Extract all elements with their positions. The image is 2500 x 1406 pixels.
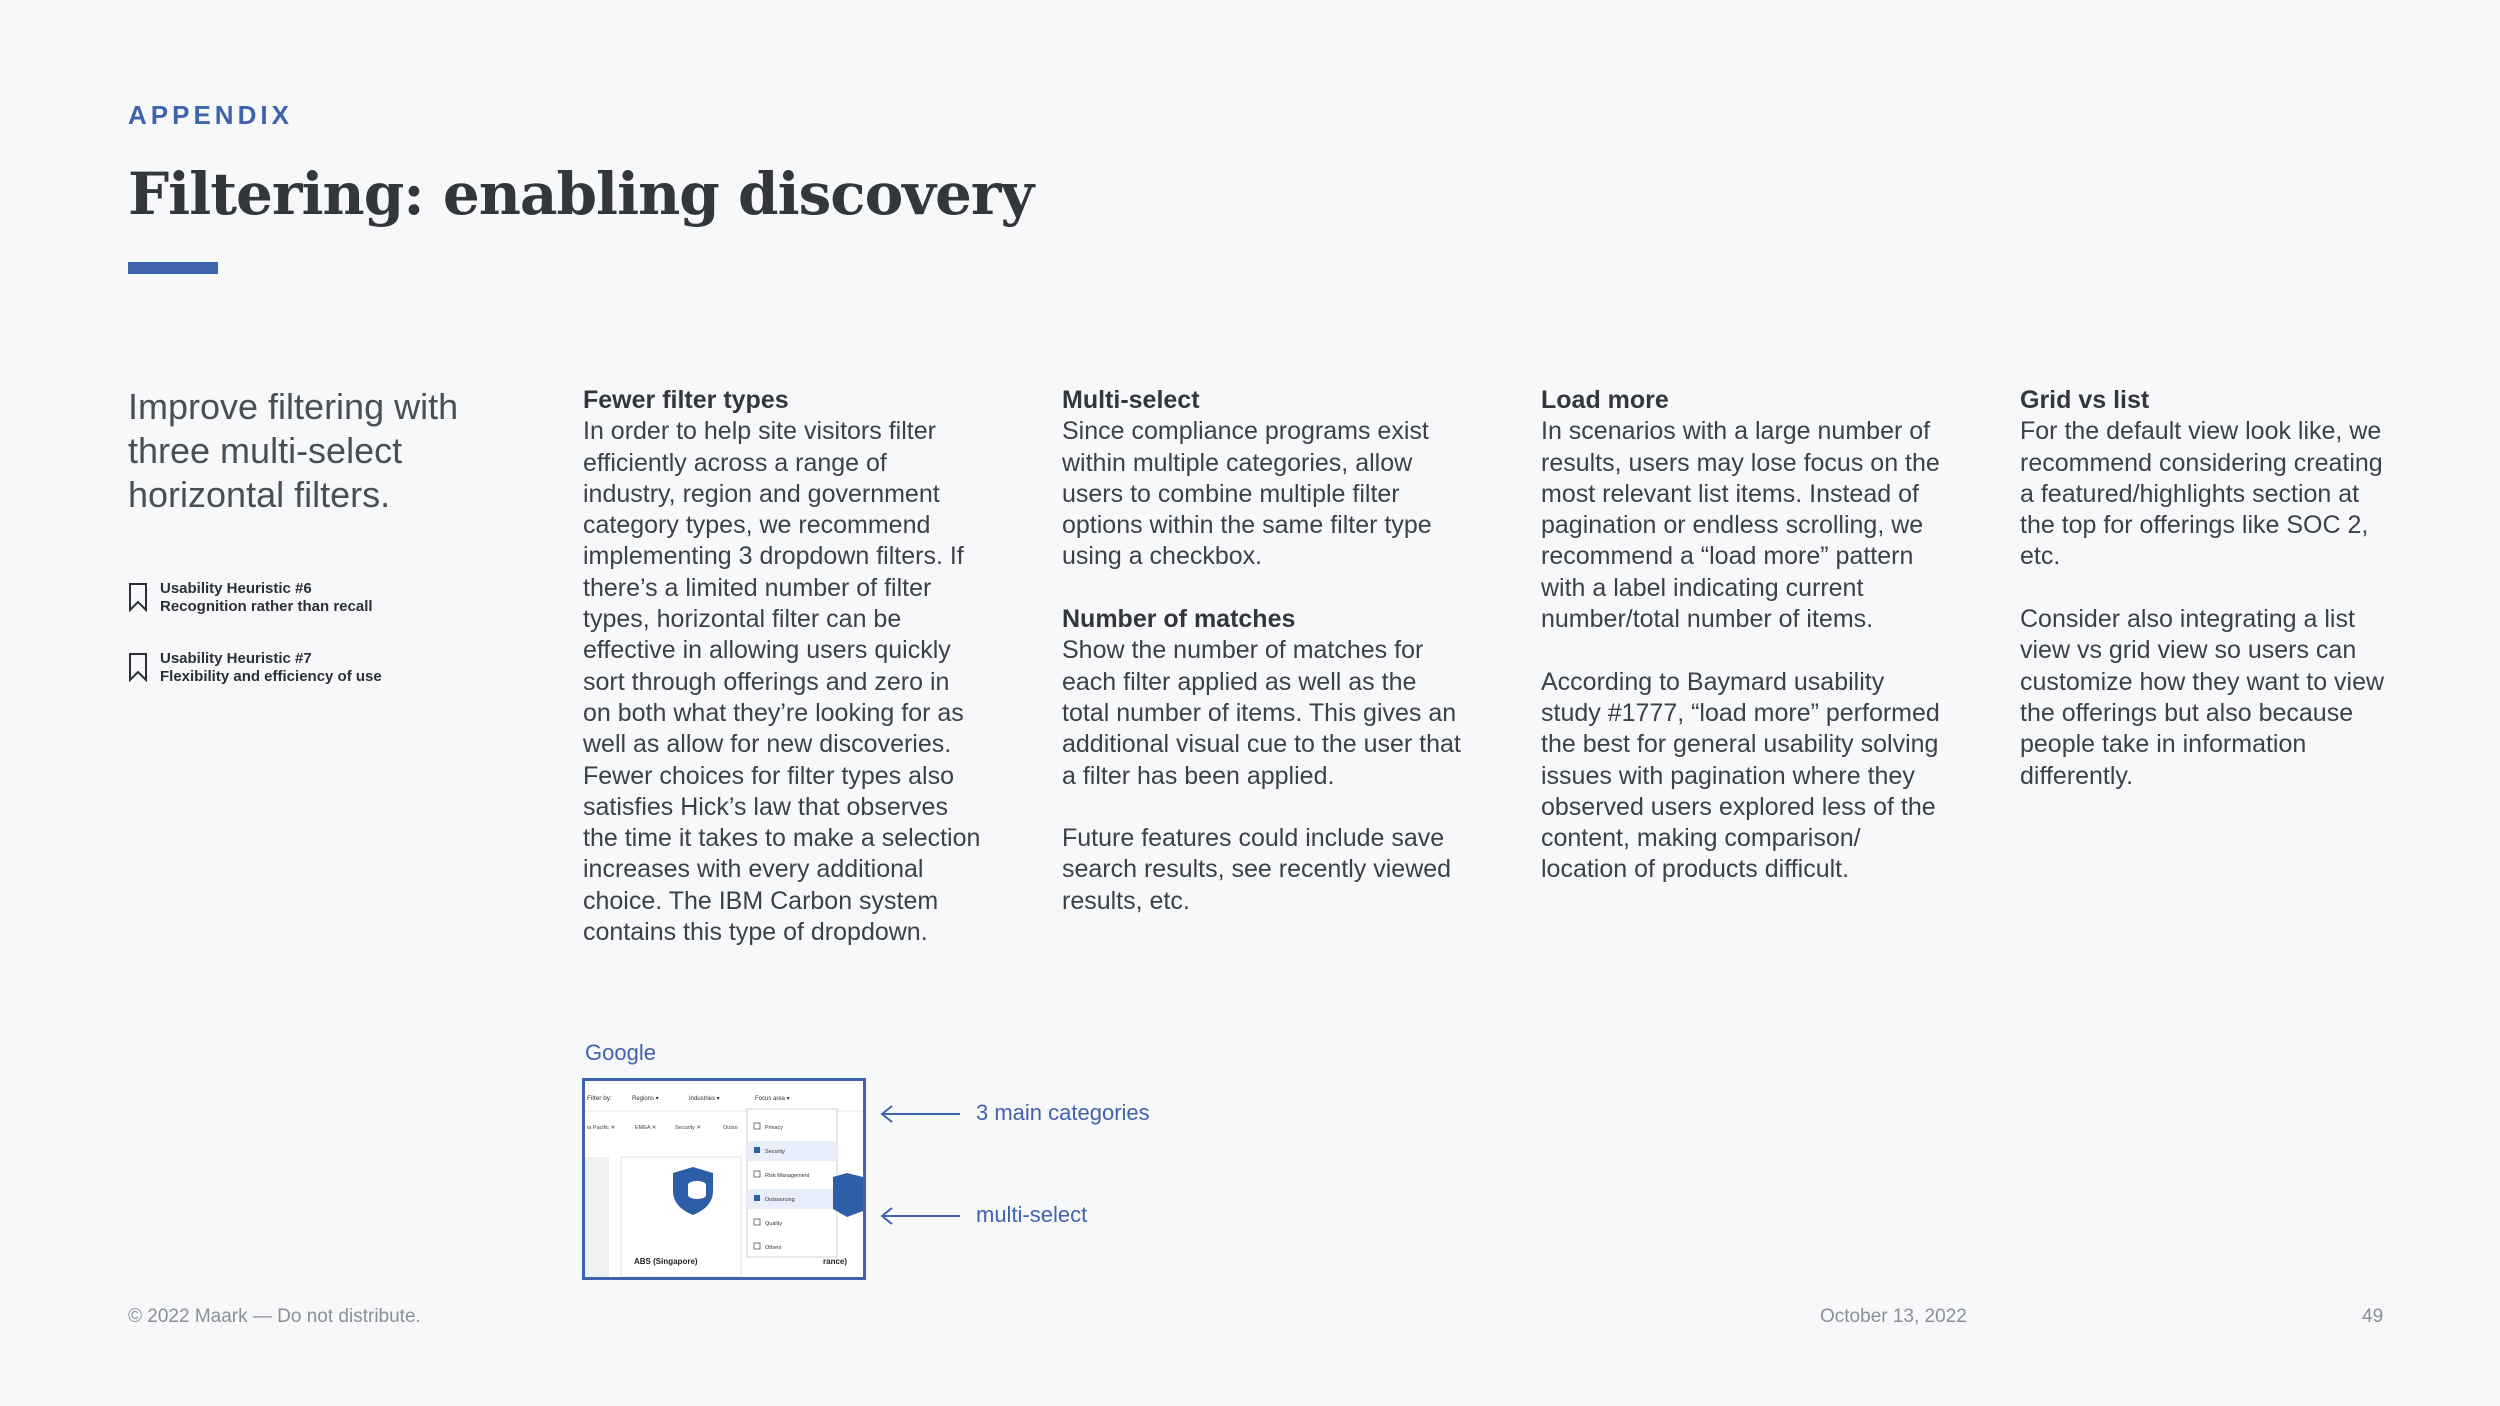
industries-dropdown: Industries ▾ bbox=[689, 1096, 720, 1102]
heuristic-description: Recognition rather than recall bbox=[160, 598, 373, 615]
checkbox bbox=[754, 1243, 760, 1249]
column-fewer-filter-types bbox=[583, 385, 983, 948]
checkbox-checked bbox=[754, 1195, 760, 1201]
footer-copyright: © 2022 Maark — Do not distribute. bbox=[128, 1306, 421, 1327]
focus-area-dropdown: Focus area ▾ bbox=[755, 1096, 790, 1102]
heuristic-6 bbox=[128, 580, 373, 616]
column-body: For the default view look like, we recommend considering creating a featured/highlights section at the top for offerings like SOC 2, etc. bbox=[2020, 417, 2383, 571]
column-body: In order to help site visitors filter efficiently across a range of industry, region and government category types, we recommend implementing 3 dropdown filters. If there’s a limited number of filter types, horizontal filter can be effective in allowing users quickly sort through offerings and zero in on both what they’re looking for as well as allow for new discoveries. Fewer choices for filter types also satisfies Hick’s law that observes the time it takes to make a selection increases with every additional choice. The IBM Carbon system contains this type of dropdown. bbox=[583, 417, 981, 947]
option-label: Security bbox=[765, 1149, 785, 1155]
shield-icon bbox=[833, 1173, 863, 1217]
option-label: Risk Management bbox=[765, 1173, 810, 1179]
arrow-left-icon bbox=[878, 1206, 962, 1226]
bookmark-icon bbox=[128, 582, 148, 612]
option-label: Others bbox=[765, 1245, 782, 1251]
page-number: 49 bbox=[2362, 1306, 2384, 1327]
column-load-more bbox=[1541, 385, 1941, 886]
heuristic-title: Usability Heuristic #6 bbox=[160, 580, 312, 597]
heuristic-title: Usability Heuristic #7 bbox=[160, 650, 312, 667]
column-body: Show the number of matches for each filter applied as well as the total number of items. This gives an additional visual cue to the user that a filter has been applied. bbox=[1062, 636, 1461, 790]
bookmark-icon bbox=[128, 652, 148, 682]
regions-dropdown: Regions ▾ bbox=[632, 1096, 659, 1102]
column-subheading: Number of matches bbox=[1062, 605, 1296, 634]
eyebrow-label: APPENDIX bbox=[128, 100, 293, 130]
example-source-link[interactable]: Google bbox=[585, 1040, 656, 1065]
heuristic-description: Flexibility and efficiency of use bbox=[160, 668, 382, 685]
filter-ui-thumbnail bbox=[585, 1081, 863, 1277]
example-screenshot bbox=[582, 1078, 866, 1280]
checkbox bbox=[754, 1123, 760, 1129]
checkbox bbox=[754, 1171, 760, 1177]
column-heading: Grid vs list bbox=[2020, 386, 2150, 414]
column-heading: Multi-select bbox=[1062, 386, 1200, 414]
filter-chip: EMEA ✕ bbox=[635, 1125, 657, 1131]
option-label: Privacy bbox=[765, 1125, 784, 1131]
page-title: Filtering: enabling discovery bbox=[128, 160, 1034, 228]
column-body: Since compliance programs exist within multiple categories, allow users to combine multiple filter options within the same filter type using a checkbox. bbox=[1062, 417, 1432, 571]
filter-chip: Outso bbox=[723, 1125, 738, 1131]
filter-chip: ia Pacific ✕ bbox=[587, 1125, 616, 1131]
column-grid-vs-list bbox=[2020, 385, 2400, 792]
intro-text: Improve filtering with three multi-select horizontal filters. bbox=[128, 386, 459, 515]
column-heading: Load more bbox=[1541, 386, 1669, 414]
column-heading: Fewer filter types bbox=[583, 386, 789, 414]
column-body: Future features could include save search results, see recently viewed results, etc. bbox=[1062, 824, 1452, 915]
filter-by-label: Filter by: bbox=[587, 1095, 612, 1102]
card-caption: rance) bbox=[823, 1257, 848, 1266]
arrow-left-icon bbox=[878, 1104, 962, 1124]
option-label: Quality bbox=[765, 1221, 783, 1227]
column-body: In scenarios with a large number of results, users may lose focus on the most relevant list items. Instead of pagination or endless scrolling, we recommend a “load more” pattern with a label indicating current number/total number of items. bbox=[1541, 417, 1940, 634]
heuristic-7 bbox=[128, 650, 382, 686]
footer-date: October 13, 2022 bbox=[1820, 1306, 1967, 1327]
callout-multi-select: multi-select bbox=[976, 1202, 1088, 1227]
option-label: Outsourcing bbox=[765, 1197, 795, 1203]
column-body: Consider also integrating a list view vs grid view so users can customize how they want to view the offerings but also because people take in information differently. bbox=[2020, 605, 2385, 790]
filter-chip: Security ✕ bbox=[675, 1125, 702, 1131]
column-multi-select bbox=[1062, 385, 1462, 917]
title-underline bbox=[128, 262, 218, 274]
checkbox bbox=[754, 1219, 760, 1225]
checkbox-checked bbox=[754, 1147, 760, 1153]
card-caption: ABS (Singapore) bbox=[634, 1257, 698, 1266]
callout-main-categories: 3 main categories bbox=[976, 1100, 1150, 1125]
column-body: According to Baymard usability study #1777, “load more” performed the best for general usability solving issues with pagination where they observed users explored less of the content, making comparison/ location of products difficult. bbox=[1541, 667, 1940, 884]
